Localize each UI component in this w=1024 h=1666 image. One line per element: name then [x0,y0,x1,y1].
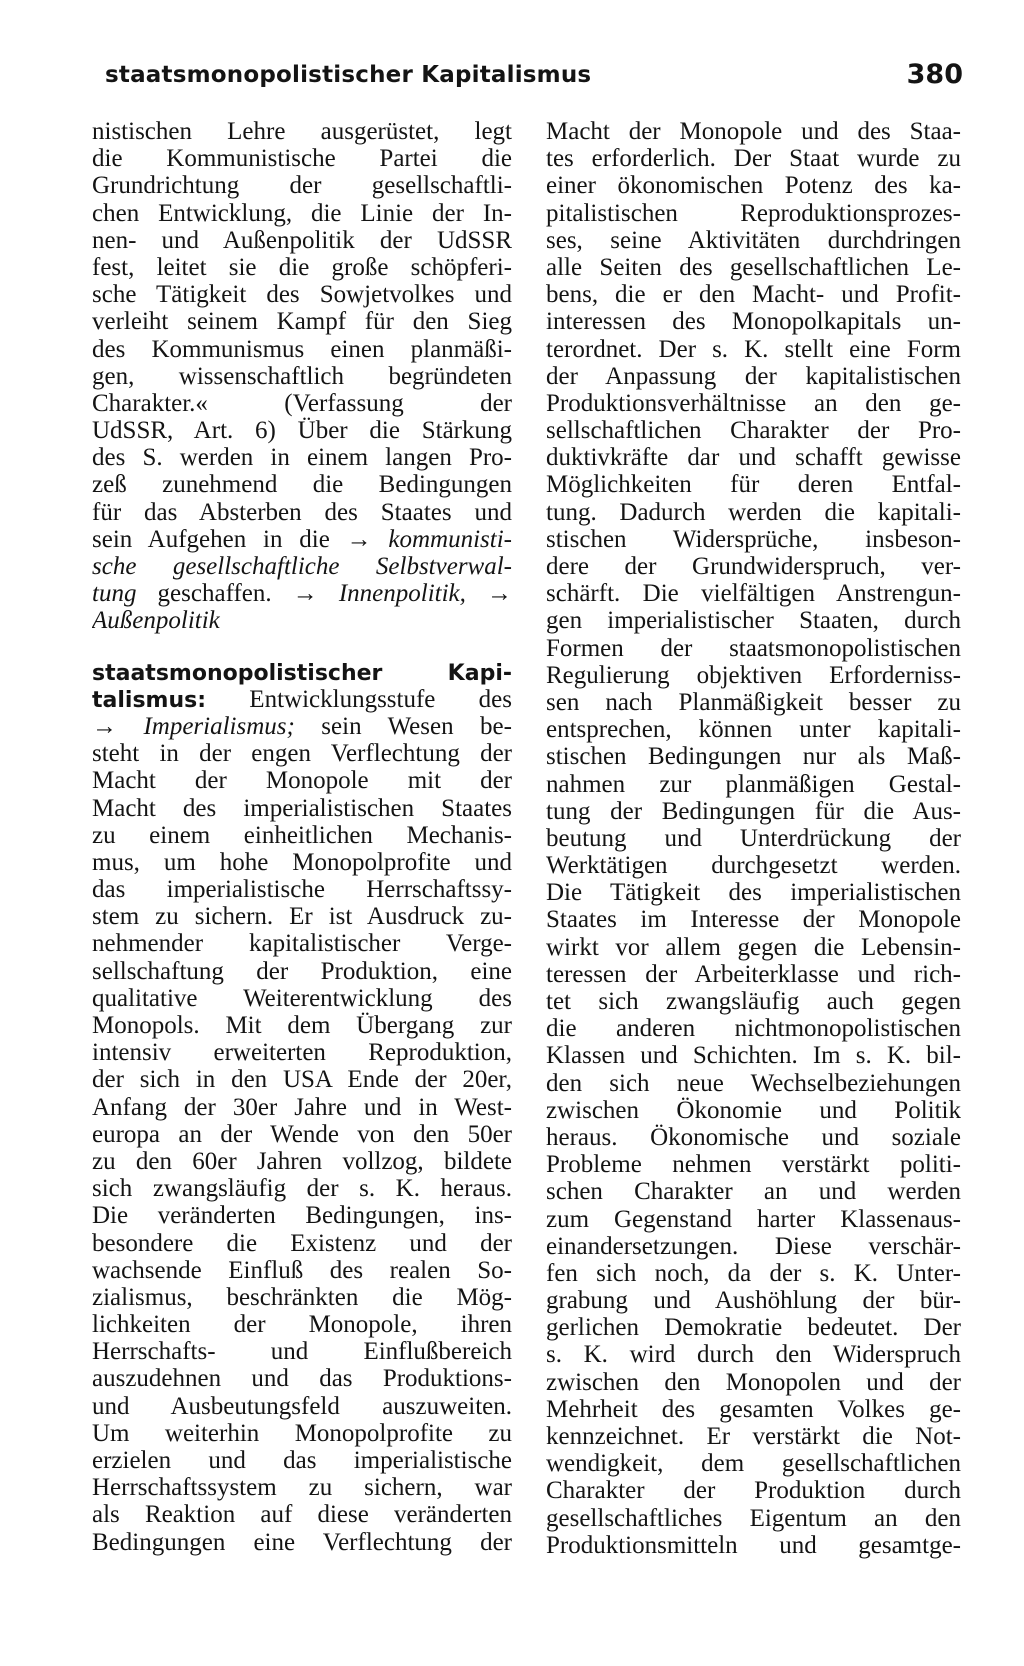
text-line: Anfang der 30er Jahre und in West- [92,1093,512,1121]
text-line [92,526,512,553]
text-line: schärft. Die vielfältigen Anstrengun- [546,580,961,608]
text-line: den sich neue Wechselbeziehungen [546,1069,961,1097]
text-line: Grundrichtung der gesellschaftli- [92,172,512,200]
text-line: mus, um hohe Monopolprofite und [92,848,512,876]
text-line-segment: Entwicklungsstufe des [206,685,512,713]
text-line: Herrschaftssystem zu sichern, war [92,1474,512,1502]
text-line: tung. Dadurch werden die kapitali- [546,498,961,526]
text-line: verleiht seinem Kampf für den Sieg [92,308,512,336]
cross-reference: → kommunisti- [346,525,512,553]
text-line [92,580,512,607]
text-line: bens, die er den Macht- und Profit- [546,281,961,309]
text-line: gen imperialistischer Staaten, durch [546,607,961,635]
left-column-continuation [92,118,512,526]
text-line: Mehrheit des gesamten Volkes ge- [546,1395,961,1423]
text-line [92,553,512,580]
text-line: sich zwangsläufig der s. K. heraus. [92,1175,512,1203]
text-line [92,659,512,686]
text-line: wendigkeit, dem gesellschaftlichen [546,1450,961,1478]
text-line: stischen Bedingungen nur als Maß- [546,743,961,771]
text-line: steht in der engen Verflechtung der [92,740,512,768]
text-line: Die Tätigkeit des imperialistischen [546,879,961,907]
text-line: Werktätigen durchgesetzt werden. [546,852,961,880]
text-line: qualitative Weiterentwicklung des [92,984,512,1012]
text-line: entsprechen, können unter kapitali- [546,716,961,744]
text-line: zu den 60er Jahren vollzog, bildete [92,1147,512,1175]
text-line: beutung und Unterdrückung der [546,824,961,852]
text-line: zeß zunehmend die Bedingungen [92,471,512,499]
text-line: Möglichkeiten für deren Entfal- [546,471,961,499]
text-line: die Kommunistische Partei die [92,145,512,173]
text-line: tung der Bedingungen für die Aus- [546,797,961,825]
text-line: wirkt vor allem gegen die Lebensin- [546,933,961,961]
text-line: duktivkräfte dar und schafft gewisse [546,444,961,472]
text-line: terordnet. Der s. K. stellt eine Form [546,335,961,363]
text-line-segment: sein Aufgehen in die [92,525,347,553]
text-line: einer ökonomischen Potenz des ka- [546,172,961,200]
text-line: Macht der Monopole mit der [92,767,512,795]
text-line: als Reaktion auf diese veränderten [92,1501,512,1529]
text-line: Bedingungen eine Verflechtung der [92,1528,512,1556]
text-line: heraus. Ökonomische und soziale [546,1123,961,1151]
entry-headword: staatsmonopolistischer Kapi- [92,660,512,686]
text-line: sen nach Planmäßigkeit besser zu [546,688,961,716]
text-line: Staates im Interesse der Monopole [546,906,961,934]
text-line: lichkeiten der Monopole, ihren [92,1311,512,1339]
text-line: gen, wissenschaftlich begründeten [92,362,512,390]
text-line: Charakter der Produktion durch [546,1477,961,1505]
text-line: teressen der Arbeiterklasse und rich- [546,960,961,988]
text-line: kennzeichnet. Er verstärkt die Not- [546,1423,961,1450]
text-line: fen sich noch, da der s. K. Unter- [546,1259,961,1287]
text-line-segment: sein Wesen be- [294,712,512,740]
text-line: Produktionsverhältnisse an den ge- [546,389,961,417]
text-line [92,686,512,713]
text-line: Probleme nehmen verstärkt politi- [546,1151,961,1179]
text-line: zwischen Ökonomie und Politik [546,1096,961,1124]
text-line: nehmender kapitalistischer Verge- [92,930,512,958]
text-line: nen- und Außenpolitik der UdSSR [92,226,512,254]
text-line: interessen des Monopolkapitals un- [546,308,961,336]
text-line: tes erforderlich. Der Staat wurde zu [546,145,961,173]
page-number: 380 [906,59,963,90]
text-line: pitalistischen Reproduktionsprozes- [546,199,961,227]
text-line: grabung und Aushöhlung der bür- [546,1287,961,1315]
text-line: besondere die Existenz und der [92,1229,512,1257]
text-line: wachsende Einfluß des realen So- [92,1256,512,1284]
text-line: das imperialistische Herrschaftssy- [92,876,512,904]
text-line [92,607,512,634]
text-line: einandersetzungen. Diese verschär- [546,1232,961,1260]
cross-reference: → Imperialismus; [92,712,295,740]
text-line: Die veränderten Bedingungen, ins- [92,1202,512,1230]
running-head: staatsmonopolistischer Kapitalismus [105,62,592,88]
text-line: und Ausbeutungsfeld auszuweiten. [92,1392,512,1420]
dictionary-entry [92,659,512,1556]
right-column [546,118,961,1559]
text-line: Produktionsmitteln und gesamtge- [546,1531,961,1559]
text-line: zwischen den Monopolen und der [546,1368,961,1396]
text-line: stischen Widersprüche, insbeson- [546,525,961,553]
text-line: die anderen nichtmonopolistischen [546,1015,961,1043]
cross-reference: Außenpolitik [92,607,220,635]
entry-spacer [92,635,512,659]
cross-reference: sche gesellschaftliche Selbstverwal- [92,553,512,580]
cross-reference: tung [92,580,137,608]
text-line: schen Charakter an und werden [546,1178,961,1206]
text-line: des S. werden in einem langen Pro- [92,444,512,472]
text-line: zialismus, beschränkten die Mög- [92,1283,512,1311]
text-line: gesellschaftliches Eigentum an den [546,1504,961,1532]
text-line: gerlichen Demokratie bedeutet. Der [546,1314,961,1342]
text-line: UdSSR, Art. 6) Über die Stärkung [92,417,512,445]
text-line: sellschaftung der Produktion, eine [92,957,512,985]
right-column-text [546,118,961,1559]
text-line: stem zu sichern. Er ist Ausdruck zu- [92,903,512,931]
text-line: s. K. wird durch den Widerspruch [546,1341,961,1369]
page-header [105,59,963,102]
text-line: alle Seiten des gesellschaftlichen Le- [546,253,961,281]
text-line: zu einem einheitlichen Mechanis- [92,821,512,849]
text-line: Charakter.« (Verfassung der [92,389,512,417]
text-line-segment: geschaffen. [136,580,293,608]
text-line: ses, seine Aktivitäten durchdringen [546,226,961,254]
entry-headword: talismus: [92,687,207,713]
text-line: der Anpassung der kapitalistischen [546,362,961,390]
cross-reference: → Innenpolitik, → [292,580,512,608]
text-line: tet sich zwangsläufig auch gegen [546,988,961,1015]
text-line: auszudehnen und das Produktions- [92,1365,512,1393]
text-line: nahmen zur planmäßigen Gestal- [546,770,961,798]
text-line: Formen der staatsmonopolistischen [546,634,961,662]
text-line [92,713,512,740]
entry-body [92,740,512,1556]
text-line: des Kommunismus einen planmäßi- [92,335,512,363]
text-line: nistischen Lehre ausgerüstet, legt [92,118,512,145]
text-line: erzielen und das imperialistische [92,1447,512,1474]
text-line: Regulierung objektiven Erforderniss- [546,661,961,689]
text-line: chen Entwicklung, die Linie der In- [92,199,512,227]
text-line: Um weiterhin Monopolprofite zu [92,1419,512,1447]
text-line: dere der Grundwiderspruch, ver- [546,553,961,580]
text-line: Macht des imperialistischen Staates [92,794,512,822]
text-line: europa an der Wende von den 50er [92,1120,512,1148]
text-line: Herrschafts- und Einflußbereich [92,1338,512,1366]
text-line: zum Gegenstand harter Klassenaus- [546,1205,961,1233]
text-line: für das Absterben des Staates und [92,498,512,526]
text-line: Monopols. Mit dem Übergang zur [92,1012,512,1039]
text-line: Klassen und Schichten. Im s. K. bil- [546,1042,961,1070]
text-line: der sich in den USA Ende der 20er, [92,1066,512,1094]
text-line: sche Tätigkeit des Sowjetvolkes und [92,281,512,309]
text-line: Macht der Monopole und des Staa- [546,118,961,145]
text-line: intensiv erweiterten Reproduktion, [92,1039,512,1067]
text-line: fest, leitet sie die große schöpferi- [92,253,512,281]
left-column [92,118,512,1556]
text-line: sellschaftlichen Charakter der Pro- [546,417,961,445]
